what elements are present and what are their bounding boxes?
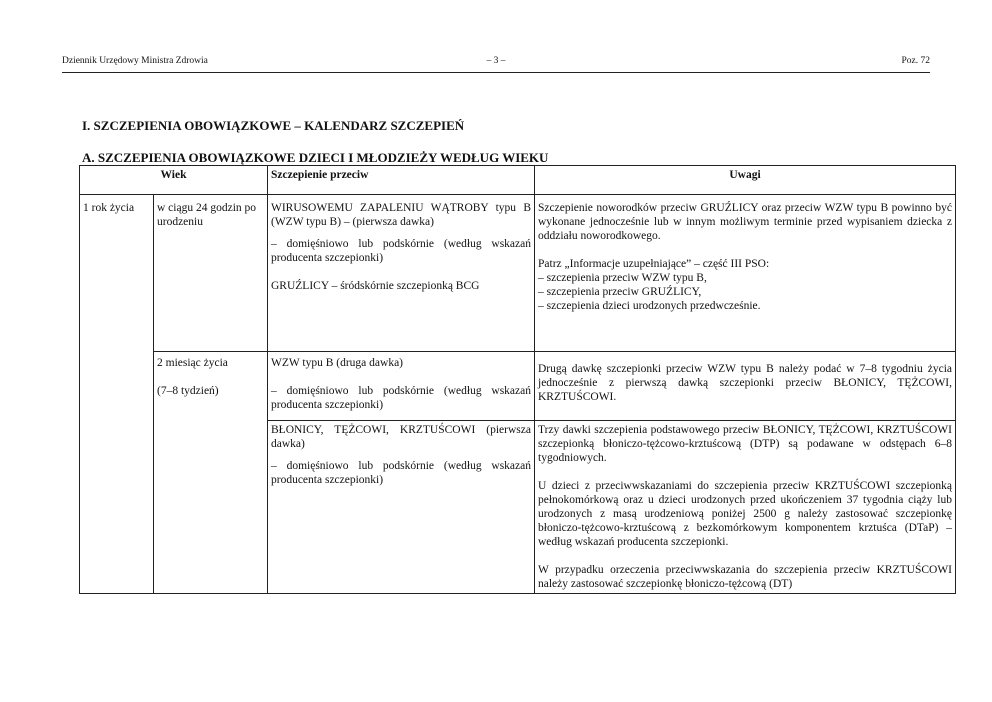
- vaccine-text: – domięśniowo lub podskórnie (według wskazań producenta szczepionki): [271, 460, 531, 486]
- header-vaccine: Szczepienie przeciw: [268, 166, 535, 195]
- note-text: W przypadku orzeczenia przeciwwskazania do szczepienia przeciw KRZTUŚCOWI należy zastosować szczepionkę błoniczo-tężcową (DT): [538, 564, 952, 590]
- note-text: Drugą dawkę szczepionki przeciw WZW typu B należy podać w 7–8 tygodniu życia jednocześnie z pierwszą dawką szczepionki przeciw BŁONICY, TĘŻCOWI, KRZTUŚCOWI.: [538, 363, 952, 403]
- age-group-cell: 1 rok życia: [80, 195, 154, 594]
- vaccination-schedule-table: [79, 165, 956, 594]
- timing-subtext: (7–8 tydzień): [157, 385, 219, 397]
- table-row: [80, 195, 956, 352]
- subsection-title: A. SZCZEPIENIA OBOWIĄZKOWE DZIECI I MŁODZIEŻY WEDŁUG WIEKU: [82, 150, 549, 165]
- table-header-row: [80, 166, 956, 195]
- vaccine-cell: [268, 352, 535, 421]
- note-text: – szczepienia dzieci urodzonych przedwcześnie.: [538, 300, 761, 312]
- position-number: Poz. 72: [901, 56, 930, 66]
- vaccine-cell: [268, 195, 535, 352]
- page-number: – 3 –: [486, 56, 506, 66]
- notes-cell: [535, 352, 956, 421]
- header-notes: Uwagi: [535, 166, 956, 195]
- timing-text: 2 miesiąc życia: [157, 357, 228, 369]
- vaccine-text: WIRUSOWEMU ZAPALENIU WĄTROBY typu B (WZW typu B) – (pierwsza dawka): [271, 202, 531, 228]
- note-text: – szczepienia przeciw GRUŹLICY,: [538, 286, 702, 298]
- page-header: [62, 56, 930, 73]
- vaccine-text: BŁONICY, TĘŻCOWI, KRZTUŚCOWI (pierwsza dawka): [271, 424, 531, 450]
- note-text: Trzy dawki szczepienia podstawowego przeciw BŁONICY, TĘŻCOWI, KRZTUŚCOWI szczepionką błoniczo-tężcowo-krztuścową (DTP) są podawane w odstępach 6–8 tygodniowych.: [538, 424, 952, 464]
- note-text: Szczepienie noworodków przeciw GRUŹLICY oraz przeciw WZW typu B powinno być wykonane jednocześnie lub w innym możliwym terminie przed wypisaniem dziecka z oddziału noworodkowego.: [538, 202, 952, 242]
- vaccine-text: WZW typu B (druga dawka): [271, 357, 403, 369]
- note-text: U dzieci z przeciwwskazaniami do szczepienia przeciw KRZTUŚCOWI szczepionką pełnokomórkową oraz u dzieci urodzonych przed ukończeniem 37 tygodnia ciąży lub urodzonych z masą urodzeniową poniżej 2500 g należy zastosować szczepionkę błoniczo-tężcowo-krztuścową z bezkomórkowym komponentem krztuśca (DTaP) – według wskazań producenta szczepionki.: [538, 480, 952, 548]
- vaccine-text: – domięśniowo lub podskórnie (według wskazań producenta szczepionki): [271, 238, 531, 264]
- journal-name: Dziennik Urzędowy Ministra Zdrowia: [62, 56, 208, 66]
- notes-cell: [535, 195, 956, 352]
- note-text: – szczepienia przeciw WZW typu B,: [538, 272, 707, 284]
- section-title: I. SZCZEPIENIA OBOWIĄZKOWE – KALENDARZ SZCZEPIEŃ: [82, 118, 465, 133]
- timing-cell: [154, 352, 268, 594]
- note-text: Patrz „Informacje uzupełniające” – część III PSO:: [538, 258, 770, 270]
- vaccine-text: – domięśniowo lub podskórnie (według wskazań producenta szczepionki): [271, 385, 531, 411]
- timing-cell: w ciągu 24 godzin po urodzeniu: [154, 195, 268, 352]
- vaccine-text: GRUŹLICY – śródskórnie szczepionką BCG: [271, 280, 480, 292]
- header-age: Wiek: [80, 166, 268, 195]
- vaccine-cell: [268, 421, 535, 594]
- notes-cell: [535, 421, 956, 594]
- table-row: [80, 352, 956, 421]
